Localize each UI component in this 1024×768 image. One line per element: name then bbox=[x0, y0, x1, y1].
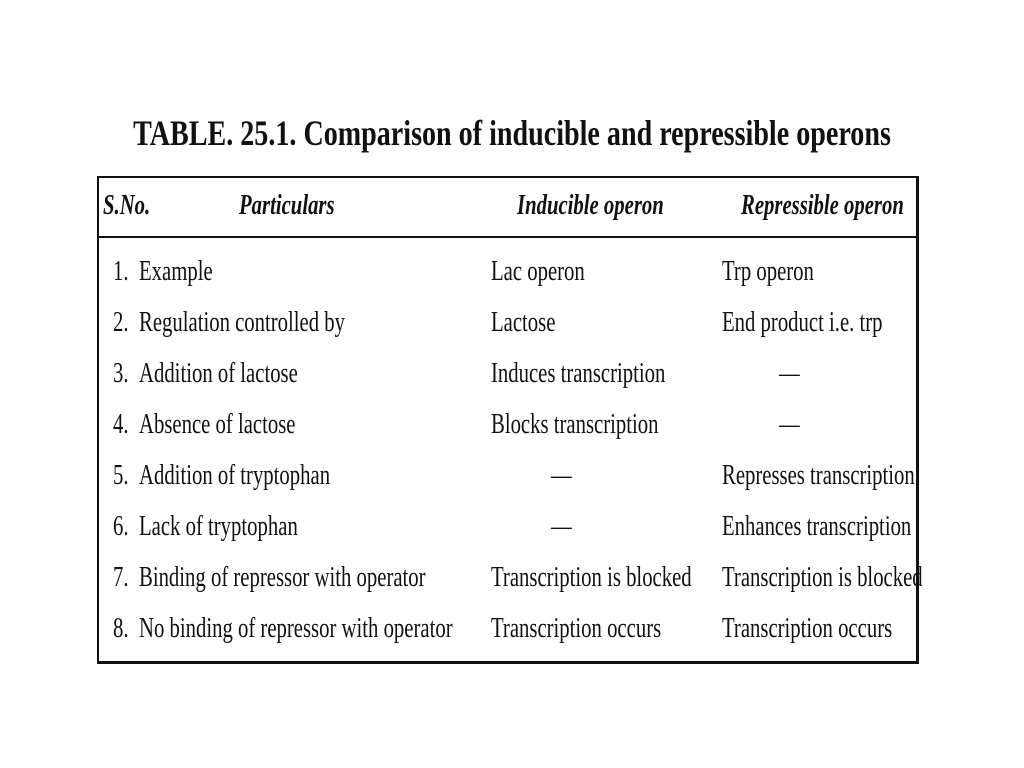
table-row bbox=[99, 409, 916, 460]
row-repressible: — bbox=[779, 409, 800, 440]
row-particular: No binding of repressor with operator bbox=[139, 613, 453, 644]
row-repressible: Enhances transcription bbox=[722, 511, 912, 542]
row-inducible: Lac operon bbox=[491, 256, 585, 287]
row-inducible: Blocks transcription bbox=[491, 409, 659, 440]
header-particulars: Particulars bbox=[239, 190, 335, 221]
row-inducible: Transcription is blocked bbox=[491, 562, 692, 593]
row-particular: Example bbox=[139, 256, 213, 287]
header-inducible-operon: Inducible operon bbox=[517, 190, 664, 221]
row-repressible: Transcription is blocked bbox=[722, 562, 923, 593]
row-inducible: Transcription occurs bbox=[491, 613, 662, 644]
row-number: 2. bbox=[113, 307, 129, 338]
row-inducible: — bbox=[551, 460, 572, 491]
row-repressible: Transcription occurs bbox=[722, 613, 893, 644]
header-divider bbox=[99, 236, 916, 238]
row-number: 1. bbox=[113, 256, 129, 287]
comparison-table bbox=[97, 176, 923, 664]
row-number: 6. bbox=[113, 511, 129, 542]
table-row bbox=[99, 256, 916, 307]
table-row bbox=[99, 307, 916, 358]
row-inducible: — bbox=[551, 511, 572, 542]
row-inducible: Induces transcription bbox=[491, 358, 666, 389]
table-row bbox=[99, 460, 916, 511]
row-number: 3. bbox=[113, 358, 129, 389]
row-repressible: Trp operon bbox=[722, 256, 814, 287]
table-row bbox=[99, 562, 923, 613]
table-row bbox=[99, 613, 916, 664]
header-repressible-operon: Repressible operon bbox=[741, 190, 904, 221]
row-inducible: Lactose bbox=[491, 307, 556, 338]
row-repressible: — bbox=[779, 358, 800, 389]
row-number: 7. bbox=[113, 562, 129, 593]
table-row bbox=[99, 358, 916, 409]
row-repressible: Represses transcription bbox=[722, 460, 915, 491]
row-particular: Regulation controlled by bbox=[139, 307, 346, 338]
header-sno: S.No. bbox=[103, 190, 151, 221]
table-title: TABLE. 25.1. Comparison of inducible and repressible operons bbox=[133, 113, 891, 153]
row-number: 4. bbox=[113, 409, 129, 440]
row-repressible: End product i.e. trp bbox=[722, 307, 883, 338]
row-particular: Addition of lactose bbox=[139, 358, 298, 389]
row-number: 8. bbox=[113, 613, 129, 644]
row-particular: Lack of tryptophan bbox=[139, 511, 298, 542]
row-particular: Addition of tryptophan bbox=[139, 460, 331, 491]
table-row bbox=[99, 511, 916, 562]
row-particular: Binding of repressor with operator bbox=[139, 562, 426, 593]
row-number: 5. bbox=[113, 460, 129, 491]
row-particular: Absence of lactose bbox=[139, 409, 296, 440]
